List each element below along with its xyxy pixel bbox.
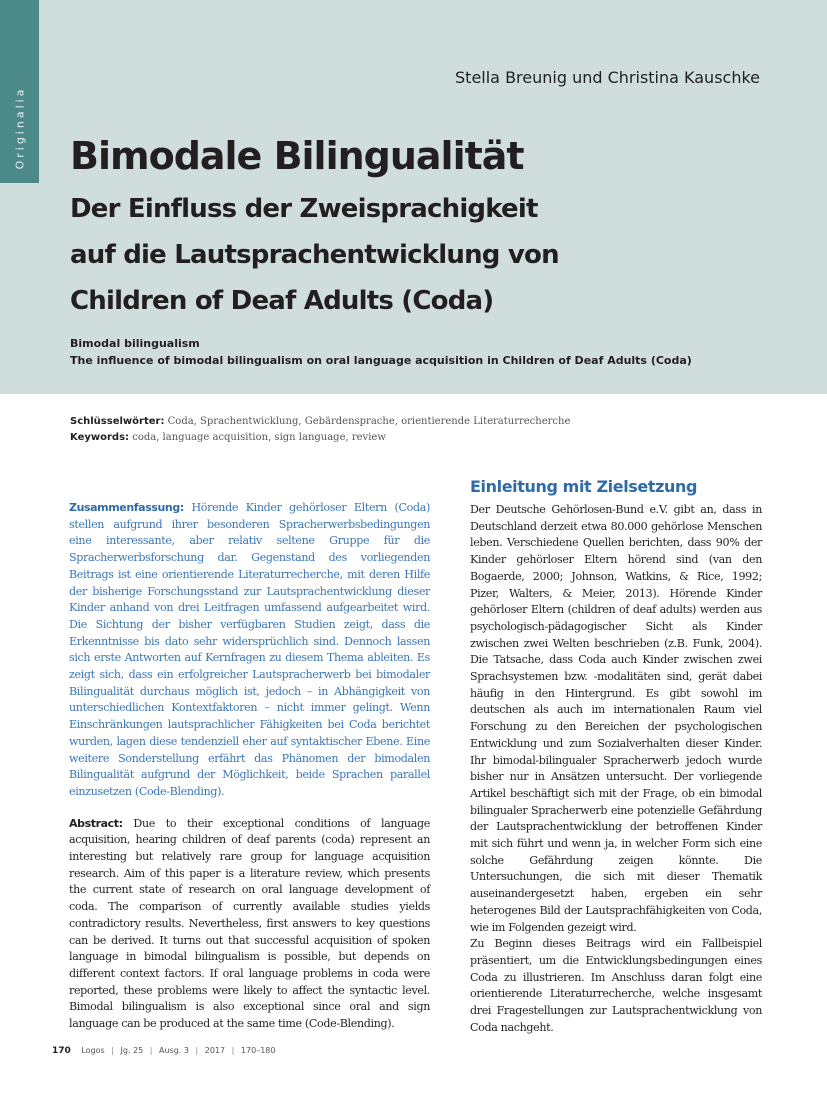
journal-issue: Ausg. 3 bbox=[159, 1046, 189, 1055]
subtitle-line-2: auf die Lautsprachentwicklung von bbox=[70, 240, 559, 270]
abstract-german-label: Zusammenfassung: bbox=[69, 501, 184, 514]
keywords-en-text: coda, language acquisition, sign language, review bbox=[132, 432, 386, 443]
abstract-german-text: Hörende Kinder gehörloser Eltern (Coda) stellen aufgrund ihrer besonderen Spracherwerbsbedingungen eine interessante, aber relativ seltene Gruppe für die Spracherwerbsforschung dar. Gegenstand des vorliegenden Beitrags ist eine orientierende Literaturrecherche, mit deren Hilfe der bisherige Forschungsstand zur Lautsprachentwicklung dieser Kinder anhand von drei Leitfragen umfassend aufgearbeitet wird. Die Sichtung der bisher verfügbaren Studien zeigt, dass die Erkenntnisse bis dato sehr widersprüchlich sind. Dennoch lassen sich erste Antworten auf Kernfragen zu diesem Thema ableiten. Es zeigt sich, dass ein erfolgreicher Lautspracherwerb bei bimodaler Bilingualität durchaus möglich ist, jedoch – in Abhängigkeit von unterschiedlichen Kontextfaktoren – nicht immer gelingt. Wenn Einschränkungen lautsprachlicher Fähigkeiten bei Coda berichtet wurden, lagen diese tendenziell eher auf syntaktischer Ebene. Eine weitere Sonderstellung erfährt das Phänomen der bimodalen Bilingualität aufgrund der Möglichkeit, beide Sprachen parallel einzusetzen (Code-Blending). bbox=[69, 501, 430, 798]
intro-paragraph-2: Zu Beginn dieses Beitrags wird ein Fallbeispiel präsentiert, um die Entwicklungsbedingungen eines Coda zu illustrieren. Im Anschluss daran folgt eine orientierende Literaturrecherche, welche insgesamt drei Fragestellungen zur Lautsprachentwicklung von Coda nachgeht. bbox=[470, 937, 762, 1034]
journal-name: Logos bbox=[81, 1046, 105, 1055]
abstract-english-text: Due to their exceptional conditions of language acquisition, hearing children of deaf parents (coda) represent an interesting but relatively rare group for language acquisition research. Aim of this paper is a literature review, which presents the current state of research on oral language development of coda. The comparison of currently available studies yields contradictory results. Nevertheless, first answers to key questions can be derived. It turns out that successful acquisition of spoken language in bimodal bilingualism is possible, but depends on different context factors. If oral language problems in coda were reported, these problems were likely to affect the syntactic level. Bimodal bilingualism is also exceptional since oral and sign language can be produced at the same time (Code-Blending). bbox=[69, 816, 430, 1031]
abstract-column bbox=[69, 500, 430, 1033]
page-footer: 170 Logos | Jg. 25 | Ausg. 3 | 2017 | 170–180 bbox=[52, 1046, 276, 1056]
intro-heading: Einleitung mit Zielsetzung bbox=[470, 477, 698, 496]
abstract-german bbox=[69, 500, 430, 801]
article-title: Bimodale Bilingualität bbox=[70, 134, 524, 178]
subtitle-line-1: Der Einfluss der Zweisprachigkeit bbox=[70, 194, 538, 224]
intro-paragraph-1: Der Deutsche Gehörlosen-Bund e.V. gibt an, dass in Deutschland derzeit etwa 80.000 gehörlose Menschen leben. Verschiedene Quellen berichten, dass 90% der Kinder gehörloser Eltern hörend sind (van den Bogaerde, 2000; Johnson, Watkins, & Rice, 1992; Pizer, Walters, & Meier, 2013). Hörende Kinder gehörloser Eltern (children of deaf adults) werden aus psychologisch-pädagogischer Sicht als Kinder zwischen zwei Welten beschrieben (z.B. Funk, 2004). Die Tatsache, dass Coda auch Kinder zwischen zwei Sprachsystemen bzw. -modalitäten sind, gerät dabei häufig in den Hintergrund. Es gibt sowohl im deutschen als auch im internationalen Raum viel Forschung zu den Bereichen der psychologischen Entwicklung und zum Sozialverhalten dieser Kinder. Ihr bimodal-bilingualer Spracherwerb jedoch wurde bisher nur in Ansätzen untersucht. Der vorliegende Artikel beschäftigt sich mit der Frage, ob ein bimodal bilingualer Spracherwerb eine potenzielle Gefährdung der Lautsprachentwicklung der betroffenen Kinder mit sich führt und wenn ja, in welcher Form sich eine solche Gefährdung zeigen könnte. Die Untersuchungen, die sich mit dieser Thematik auseinandergesetzt haben, ergeben ein sehr heterogenes Bild der Lautsprachfähigkeiten von Coda, wie im Folgenden gezeigt wird. bbox=[470, 503, 762, 934]
authors: Stella Breunig und Christina Kauschke bbox=[455, 68, 760, 87]
keywords-de-label: Schlüsselwörter: bbox=[70, 416, 165, 427]
section-tab bbox=[0, 0, 39, 183]
journal-volume: Jg. 25 bbox=[120, 1046, 144, 1055]
abstract-english bbox=[69, 816, 430, 1033]
keywords-de bbox=[70, 416, 570, 427]
keywords-en-label: Keywords: bbox=[70, 432, 130, 443]
english-subtitle: The influence of bimodal bilingualism on oral language acquisition in Children of Deaf Adults (Coda) bbox=[70, 354, 692, 367]
journal-pages: 170–180 bbox=[240, 1046, 276, 1055]
section-tab-label: Originalia bbox=[13, 86, 26, 170]
keywords-de-text: Coda, Sprachentwicklung, Gebärdensprache, orientierende Literaturrecherche bbox=[167, 416, 571, 427]
english-title: Bimodal bilingualism bbox=[70, 337, 200, 350]
subtitle-line-3: Children of Deaf Adults (Coda) bbox=[70, 286, 494, 316]
page-number: 170 bbox=[52, 1046, 71, 1056]
abstract-english-label: Abstract: bbox=[69, 816, 123, 830]
keywords-en bbox=[70, 432, 386, 443]
journal-year: 2017 bbox=[204, 1046, 226, 1055]
intro-column bbox=[470, 502, 762, 1037]
